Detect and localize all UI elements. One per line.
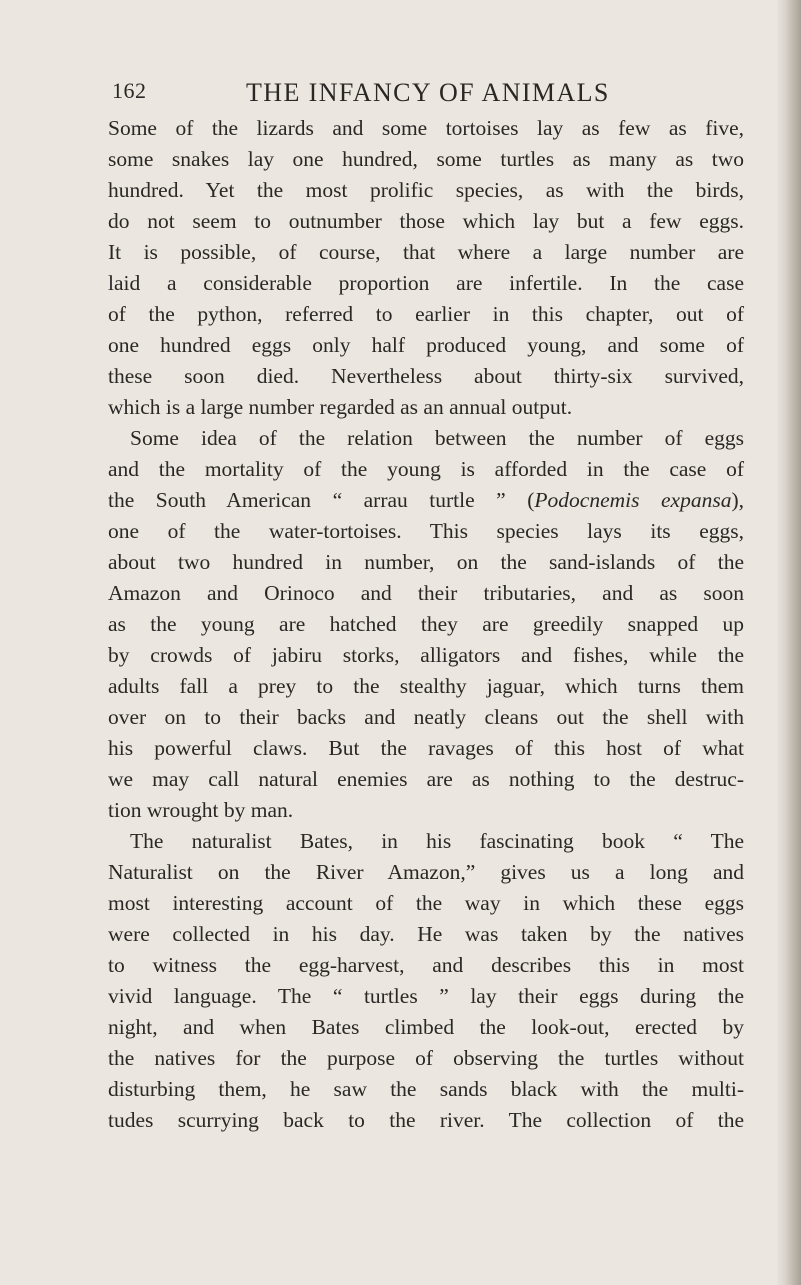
text-line: vivid language. The “ turtles ” lay their eggs during the	[108, 984, 744, 1008]
text-line: night, and when Bates climbed the look-out, erected by	[108, 1015, 744, 1039]
text-line: were collected in his day. He was taken by the natives	[108, 922, 744, 946]
text-line: over on to their backs and neatly cleans out the shell with	[108, 705, 744, 729]
paragraph-start-line: The naturalist Bates, in his fascinating book “ The	[130, 829, 744, 853]
text-line: laid a considerable proportion are infertile. In the case	[108, 271, 744, 295]
text-segment: ),	[731, 488, 744, 512]
text-line: one hundred eggs only half produced young, and some of	[108, 333, 744, 357]
body-text	[108, 113, 744, 1136]
running-head: THE INFANCY OF ANIMALS	[246, 78, 610, 107]
text-line: which is a large number regarded as an annual output.	[108, 395, 573, 419]
text-segment: the South American “ arrau turtle ” (	[108, 488, 535, 512]
text-line: as the young are hatched they are greedily snapped up	[108, 612, 744, 636]
text-line: Some of the lizards and some tortoises lay as few as five,	[108, 116, 744, 140]
text-line: of the python, referred to earlier in this chapter, out of	[108, 302, 744, 326]
paragraph-start-line: Some idea of the relation between the number of eggs	[130, 426, 744, 450]
text-line: disturbing them, he saw the sands black with the multi-	[108, 1077, 744, 1101]
text-line: tudes scurrying back to the river. The collection of the	[108, 1108, 744, 1132]
text-line: Amazon and Orinoco and their tributaries, and as soon	[108, 581, 744, 605]
text-line: to witness the egg-harvest, and describes this in most	[108, 953, 744, 977]
text-line: and the mortality of the young is afforded in the case of	[108, 457, 744, 481]
page-edge-shadow	[777, 0, 801, 1285]
text-line: adults fall a prey to the stealthy jaguar, which turns them	[108, 674, 744, 698]
text-line: the natives for the purpose of observing the turtles without	[108, 1046, 744, 1070]
text-line: some snakes lay one hundred, some turtles as many as two	[108, 147, 744, 171]
text-line: these soon died. Nevertheless about thirty-six survived,	[108, 364, 744, 388]
text-line: do not seem to outnumber those which lay but a few eggs.	[108, 209, 744, 233]
text-line-with-italic	[108, 485, 744, 516]
text-line: one of the water-tortoises. This species lays its eggs,	[108, 519, 744, 543]
text-line: It is possible, of course, that where a large number are	[108, 240, 744, 264]
text-line: by crowds of jabiru storks, alligators and fishes, while the	[108, 643, 744, 667]
text-line: his powerful claws. But the ravages of this host of what	[108, 736, 744, 760]
italic-species-name: Podocnemis expansa	[534, 488, 732, 512]
text-line: we may call natural enemies are as nothing to the destruc-	[108, 767, 744, 791]
text-line: most interesting account of the way in which these eggs	[108, 891, 744, 915]
text-line: tion wrought by man.	[108, 798, 294, 822]
text-line: about two hundred in number, on the sand-islands of the	[108, 550, 744, 574]
text-line: hundred. Yet the most prolific species, as with the birds,	[108, 178, 744, 202]
text-line: Naturalist on the River Amazon,” gives us a long and	[108, 860, 744, 884]
page-header	[108, 78, 668, 118]
page-number: 162	[112, 78, 147, 103]
